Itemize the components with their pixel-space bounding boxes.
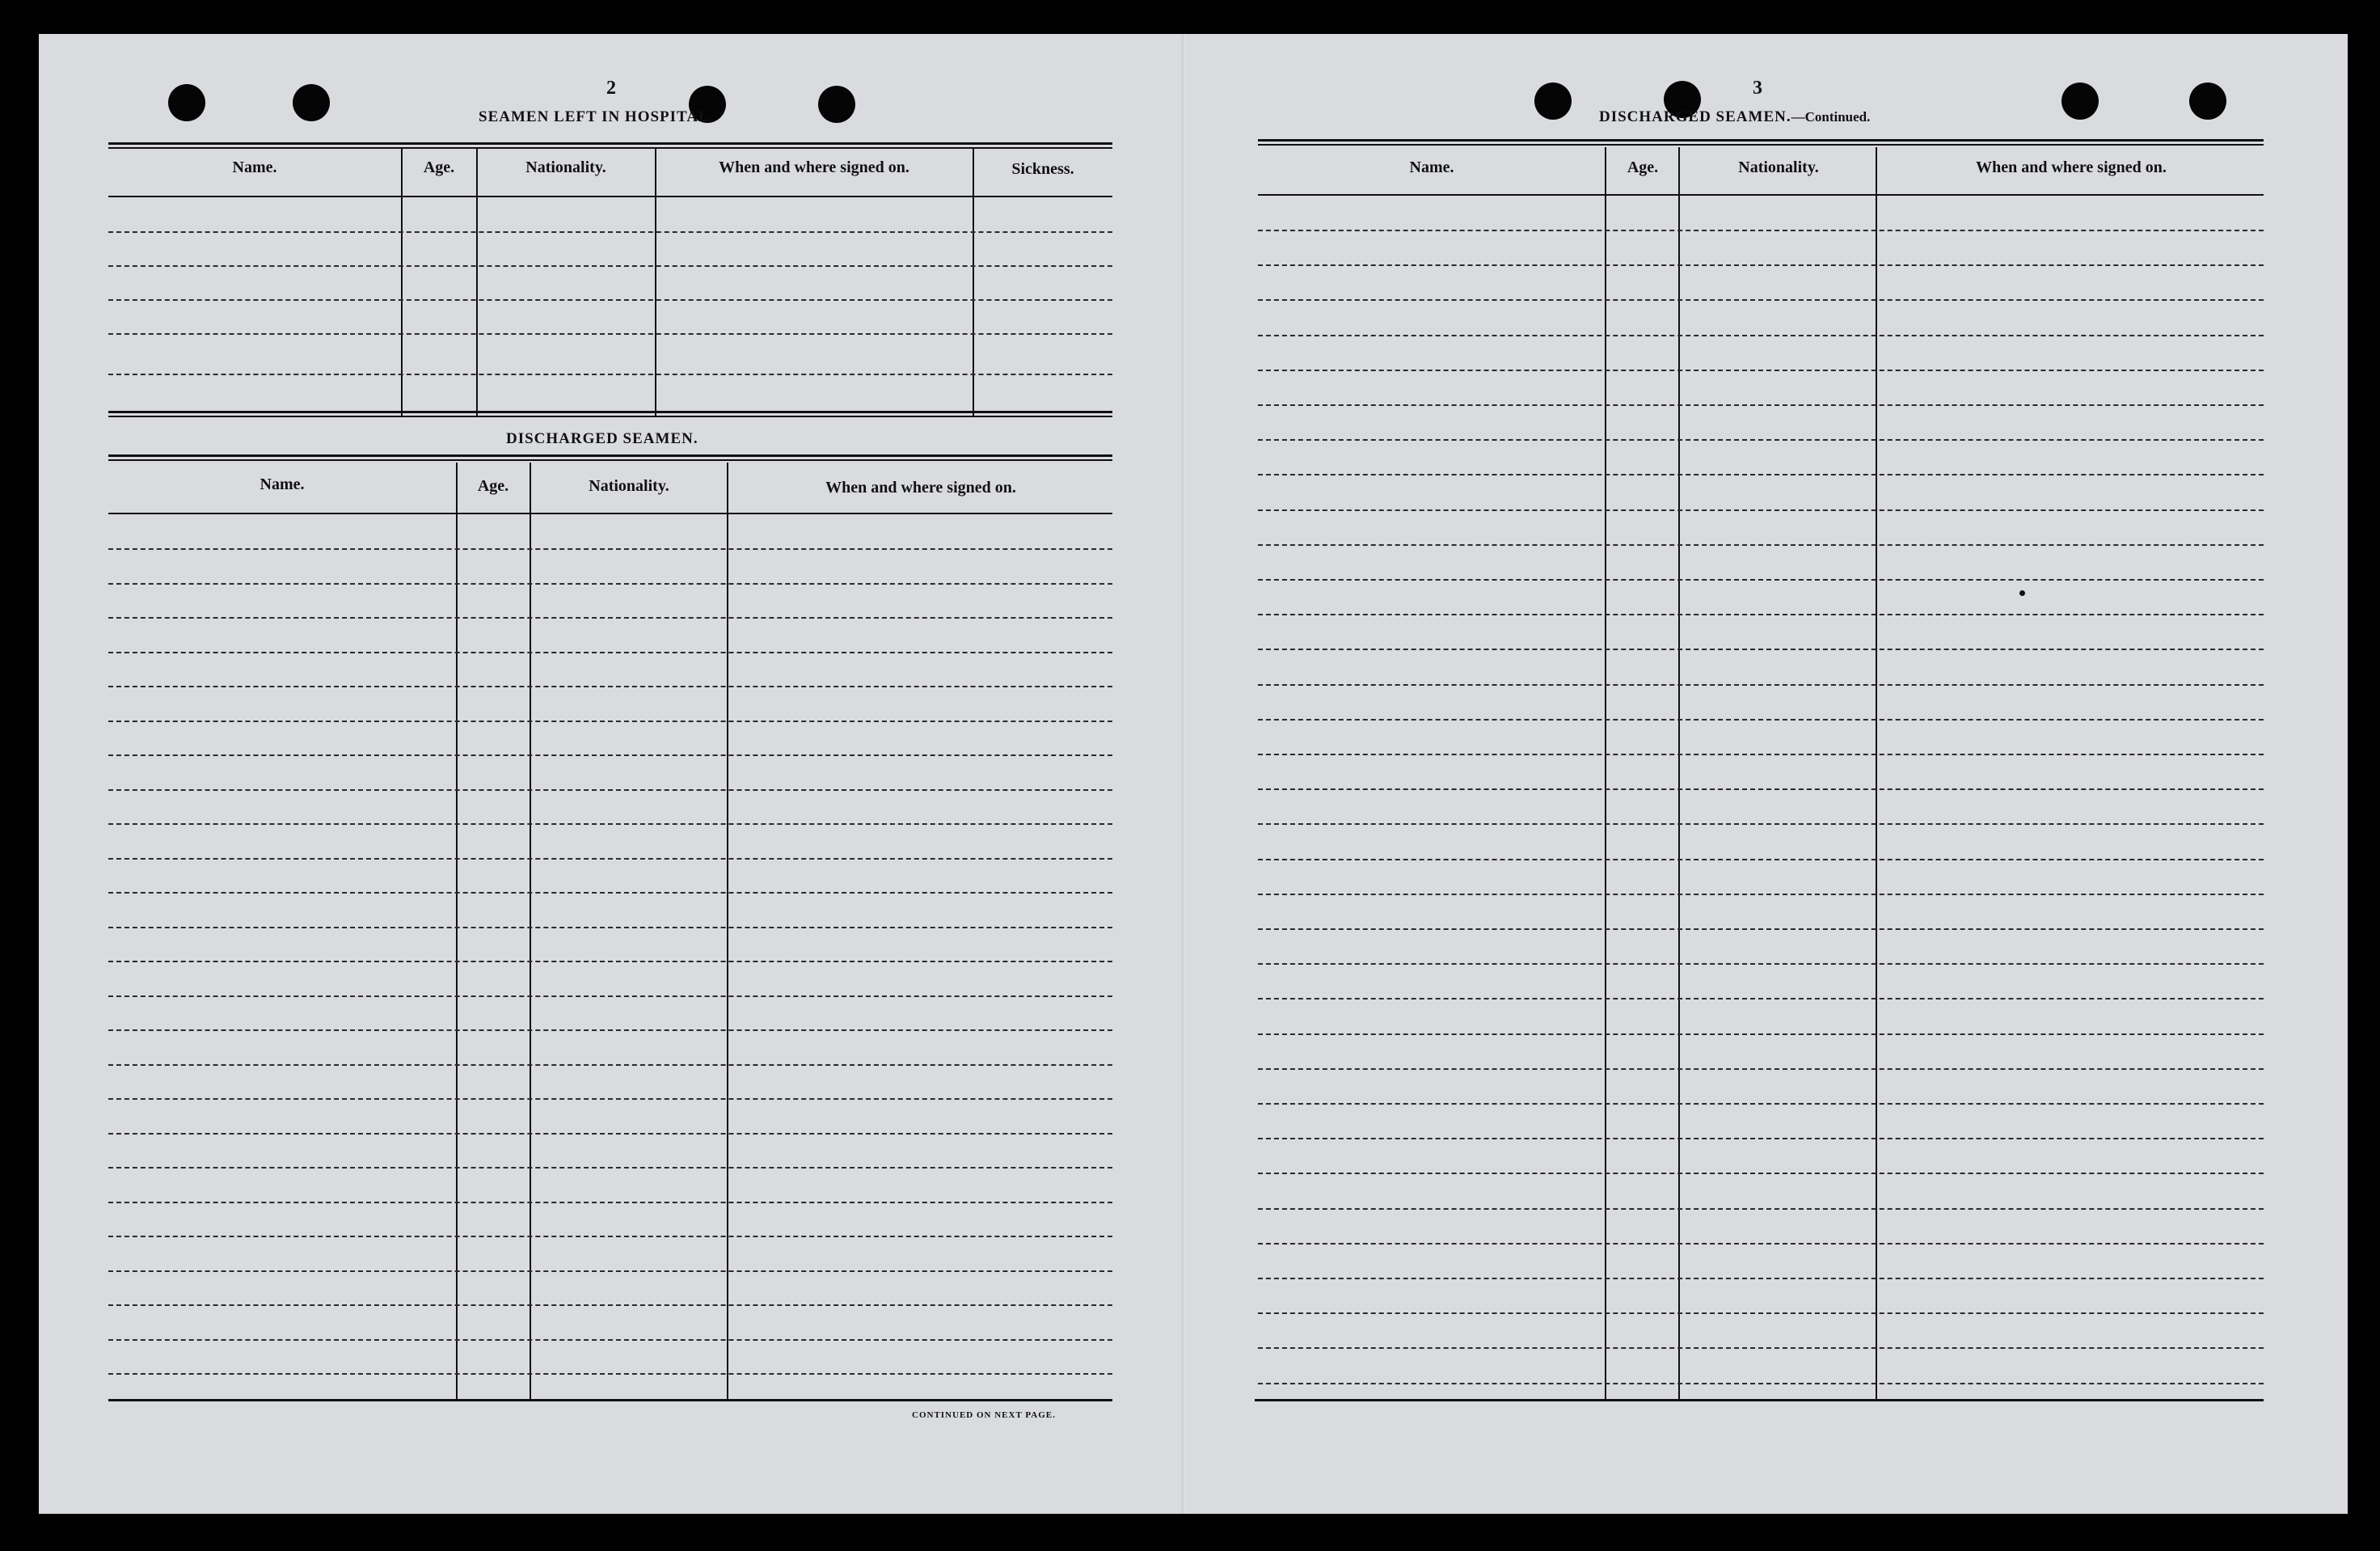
punch-hole [2189, 82, 2226, 120]
hospital-col-age: Age. [423, 158, 455, 176]
entry-row-line [108, 1339, 1112, 1341]
discharged-col-name: Name. [260, 475, 305, 493]
hospital-row [108, 333, 1112, 335]
entry-row-line [1258, 859, 2264, 860]
right-header-rule [1258, 194, 2264, 196]
right-section-title [1599, 108, 1870, 126]
entry-row-line [1258, 439, 2264, 441]
entry-row-line [1258, 230, 2264, 231]
entry-row-line [1258, 1033, 2264, 1035]
page-number-left: 2 [606, 78, 617, 99]
discharged-divider [727, 463, 728, 1399]
entry-row-line [108, 823, 1112, 825]
entry-row-line [1258, 264, 2264, 266]
entry-row-line [108, 789, 1112, 791]
entry-row-line [108, 721, 1112, 722]
entry-row-line [1258, 998, 2264, 999]
discharged-bottom-rule [108, 1399, 1112, 1401]
discharged-col-nationality: Nationality. [589, 477, 669, 495]
discharged-top-rule [108, 454, 1112, 461]
right-col-nationality: Nationality. [1738, 158, 1819, 176]
entry-row-line [1258, 1173, 2264, 1174]
entry-row-line [1258, 649, 2264, 650]
hospital-row [108, 374, 1112, 375]
entry-row-line [1258, 1312, 2264, 1314]
hospital-col-nationality: Nationality. [525, 158, 606, 176]
continued-note: CONTINUED ON NEXT PAGE. [912, 1410, 1056, 1420]
entry-row-line [1258, 963, 2264, 965]
entry-row-line [1258, 299, 2264, 301]
entry-row-line [1258, 509, 2264, 511]
entry-row-line [1258, 754, 2264, 755]
entry-row-line [108, 548, 1112, 550]
entry-row-line [108, 1304, 1112, 1306]
hospital-bottom-rule [108, 411, 1112, 417]
hospital-col-when-where: When and where signed on. [719, 158, 909, 176]
page-number-right: 3 [1753, 78, 1763, 99]
entry-row-line [108, 961, 1112, 962]
hospital-divider [476, 149, 478, 416]
right-col-when-where: When and where signed on. [1976, 158, 2167, 176]
discharged-col-age: Age. [477, 477, 509, 495]
punch-hole [293, 84, 330, 121]
hospital-col-name: Name. [232, 158, 277, 176]
entry-row-line [1258, 719, 2264, 721]
entry-row-line [1258, 894, 2264, 895]
entry-row-line [1258, 1138, 2264, 1139]
entry-row-line [108, 892, 1112, 894]
entry-row-line [1258, 335, 2264, 336]
entry-row-line [108, 858, 1112, 860]
entry-row-line [108, 1270, 1112, 1272]
entry-row-line [108, 754, 1112, 756]
punch-hole [1534, 82, 1572, 120]
entry-row-line [1258, 614, 2264, 615]
entry-row-line [1258, 1278, 2264, 1279]
entry-row-line [108, 1236, 1112, 1237]
right-top-rule [1258, 139, 2264, 146]
discharged-header-rule [108, 513, 1112, 514]
entry-row-line [1258, 1383, 2264, 1384]
entry-row-line [1258, 544, 2264, 546]
right-title-suffix: —Continued. [1791, 109, 1871, 125]
entry-row-line [1258, 579, 2264, 581]
entry-row-line [108, 927, 1112, 928]
entry-row-line [108, 1064, 1112, 1066]
entry-row-line [1258, 928, 2264, 930]
entry-row-line [1258, 684, 2264, 686]
hospital-divider [401, 149, 403, 416]
ink-speck [2019, 590, 2025, 596]
right-title-main: DISCHARGED SEAMEN. [1599, 108, 1791, 125]
discharged-col-when-where: When and where signed on. [825, 479, 1016, 497]
entry-row-line [1258, 370, 2264, 371]
hospital-row [108, 265, 1112, 267]
punch-hole [818, 86, 855, 123]
entry-row-line [108, 652, 1112, 653]
discharged-divider [456, 463, 458, 1399]
entry-row-line [1258, 1347, 2264, 1349]
entry-row-line [108, 1098, 1112, 1100]
hospital-top-rule [108, 142, 1112, 149]
entry-row-line [108, 995, 1112, 997]
hospital-col-sickness: Sickness. [1011, 160, 1074, 178]
hospital-header-rule [108, 196, 1112, 197]
punch-hole [168, 84, 205, 121]
entry-row-line [1258, 404, 2264, 406]
entry-row-line [1258, 1208, 2264, 1210]
entry-row-line [1258, 1103, 2264, 1105]
entry-row-line [1258, 823, 2264, 825]
entry-row-line [1258, 788, 2264, 790]
discharged-divider [530, 463, 531, 1399]
page-fold [1182, 34, 1185, 1514]
hospital-divider [655, 149, 656, 416]
right-col-age: Age. [1627, 158, 1659, 176]
form-sheet [39, 34, 2348, 1514]
hospital-row [108, 299, 1112, 301]
discharged-section-title: DISCHARGED SEAMEN. [506, 430, 698, 447]
hospital-divider [973, 149, 974, 416]
entry-row-line [108, 1167, 1112, 1169]
hospital-row [108, 231, 1112, 233]
right-bottom-rule [1255, 1399, 2264, 1401]
right-col-name: Name. [1409, 158, 1454, 176]
punch-hole [2061, 82, 2099, 120]
entry-row-line [108, 1373, 1112, 1375]
hospital-section-title: SEAMEN LEFT IN HOSPITAL. [479, 108, 715, 125]
entry-row-line [1258, 1243, 2264, 1245]
entry-row-line [108, 583, 1112, 585]
entry-row-line [108, 1029, 1112, 1031]
entry-row-line [108, 1202, 1112, 1203]
entry-row-line [1258, 474, 2264, 475]
entry-row-line [108, 617, 1112, 619]
entry-row-line [1258, 1068, 2264, 1070]
entry-row-line [108, 686, 1112, 687]
entry-row-line [108, 1133, 1112, 1135]
